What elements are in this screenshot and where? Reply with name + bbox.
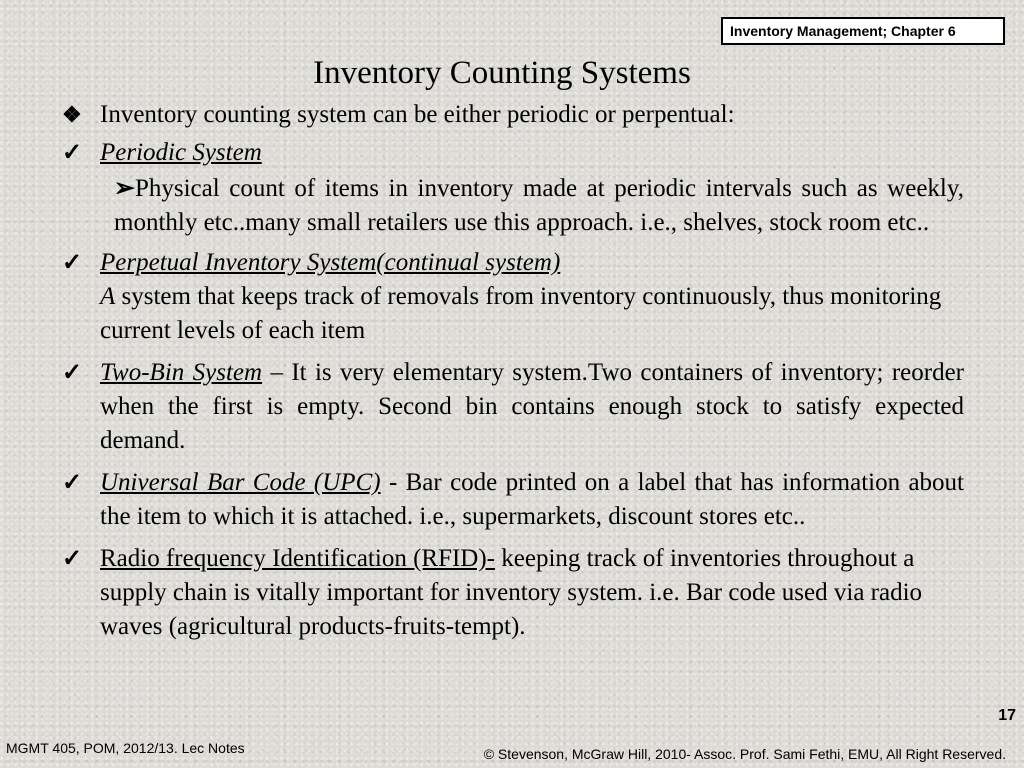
footer-course-label: MGMT 405, POM, 2012/13. Lec Notes — [6, 740, 245, 756]
upc-body — [100, 466, 964, 534]
perpetual-heading: Perpetual Inventory System(continual system) — [100, 249, 561, 276]
page-title: Inventory Counting Systems — [313, 55, 691, 91]
periodic-sub-bullet — [62, 172, 964, 240]
four-diamond-bullet-icon: ❖ — [62, 102, 82, 127]
rfid-body — [100, 542, 964, 644]
periodic-heading-wrap — [100, 136, 964, 170]
two-bin-body — [100, 356, 964, 458]
two-bin-heading: Two-Bin System — [100, 359, 263, 386]
rfid-text: keeping track of inventories throughout a supply chain is vitally important for inventory system. i.e. Bar code used via radio waves (agricultural products-fruits-tempt). — [100, 545, 923, 640]
rfid-bullet — [62, 542, 964, 644]
checkmark-icon: ✓ — [62, 360, 83, 386]
checkmark-icon: ✓ — [62, 140, 83, 166]
periodic-bullet — [62, 136, 964, 170]
arrow-bullet-icon: ➢ — [114, 175, 135, 202]
perpetual-lead: A — [100, 283, 116, 310]
slide-content — [62, 98, 964, 644]
checkmark-icon: ✓ — [62, 250, 83, 276]
intro-bullet — [62, 98, 964, 132]
checkmark-icon: ✓ — [62, 546, 83, 572]
chapter-label: Inventory Management; Chapter 6 — [721, 17, 1005, 45]
perpetual-body — [100, 246, 964, 348]
upc-bullet — [62, 466, 964, 534]
two-bin-text: – It is very elementary system.Two containers of inventory; reorder when the first is empty. Second bin contains enough stock to satisfy expected demand. — [100, 359, 964, 454]
page-number: 17 — [998, 707, 1016, 724]
upc-heading: Universal Bar Code (UPC) — [100, 469, 381, 496]
perpetual-text: system that keeps track of removals from inventory continuously, thus monitoring current levels of each item — [100, 283, 942, 344]
periodic-heading: Periodic System — [100, 139, 262, 166]
intro-text: Inventory counting system can be either periodic or perpentual: — [100, 101, 735, 128]
periodic-sub-text: Physical count of items in inventory made at periodic intervals such as weekly, monthly etc..many small retailers use this approach. i.e., shelves, stock room etc.. — [114, 175, 964, 236]
checkmark-icon: ✓ — [62, 470, 83, 496]
two-bin-bullet — [62, 356, 964, 458]
upc-text: - Bar code printed on a label that has information about the item to which it is attached. i.e., supermarkets, discount stores etc.. — [100, 469, 964, 530]
rfid-heading: Radio frequency Identification (RFID)- — [100, 545, 496, 572]
footer-copyright: © Stevenson, McGraw Hill, 2010- Assoc. Prof. Sami Fethi, EMU, All Right Reserved. — [483, 746, 1006, 762]
perpetual-bullet — [62, 246, 964, 348]
